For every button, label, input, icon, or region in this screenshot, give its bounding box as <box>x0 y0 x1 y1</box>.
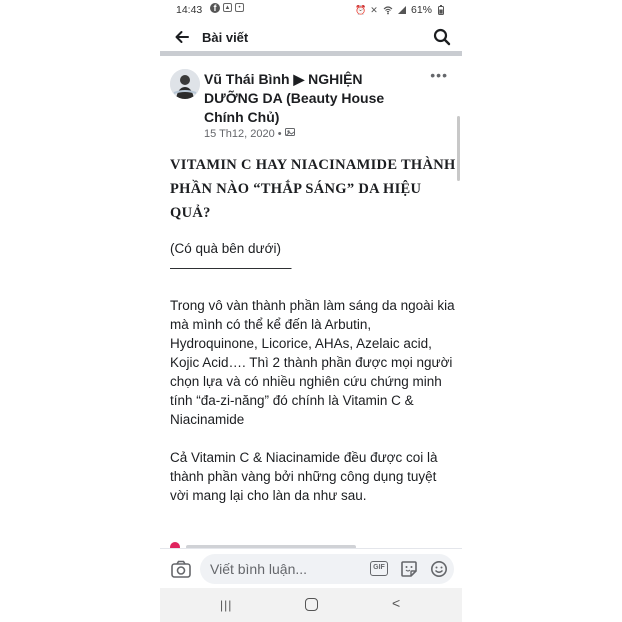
status-bar <box>160 0 462 22</box>
alarm-icon: ⏰ <box>354 5 367 15</box>
phone-screen <box>160 0 462 622</box>
post-paragraph: Trong vô vàn thành phần làm sáng da ngoài kia mà mình có thể kể đến là Arbutin, Hydroquinone, Licorice, AHAs, Azelaic acid, Kojic Acid…. Thì 2 thành phần được mọi người chọn lựa và có nhiều nghiên cứu chứng minh tính “đa-zi-năng” đó chính là Vitamin C & Niacinamide <box>170 298 455 427</box>
search-icon[interactable] <box>432 27 452 47</box>
camera-icon[interactable] <box>170 559 192 579</box>
image-icon: ▲ <box>224 5 231 11</box>
post-date[interactable]: 15 Th12, 2020 <box>204 127 275 140</box>
post-headline: VITAMIN C HAY NIACINAMIDE THÀNH PHẦN NÀO “THẮP SÁNG” DA HIỆU QUẢ? <box>170 157 456 221</box>
avatar[interactable] <box>170 69 200 99</box>
home-button[interactable] <box>305 598 318 611</box>
meta-separator: • <box>277 127 282 140</box>
battery-percent: 61% <box>410 4 432 16</box>
post-author[interactable]: Vũ Thái Bình ▶ NGHIỆN DƯỠNG DA (Beauty House Chính Chủ) <box>204 71 385 125</box>
notification-icon: • <box>235 3 244 12</box>
status-left-icons <box>210 3 244 13</box>
signal-icon <box>397 5 407 15</box>
sticker-icon[interactable] <box>400 560 418 578</box>
more-options-icon[interactable]: ••• <box>430 67 448 83</box>
page-title: Bài viết <box>202 30 249 45</box>
post-paragraph: (Có quà bên dưới) ————————— <box>170 241 292 275</box>
post-paragraph: Cả Vitamin C & Niacinamide đều được coi là thành phần vàng bởi những công dụng tuyệt vời mang lại cho làn da như sau. <box>170 450 438 503</box>
arrow-left-icon[interactable] <box>172 27 192 47</box>
app-header <box>160 22 462 56</box>
emoji-icon[interactable] <box>430 560 448 578</box>
wifi-icon <box>383 5 393 15</box>
system-nav-bar <box>160 588 462 622</box>
back-button[interactable]: < <box>392 595 401 611</box>
public-icon <box>285 127 295 140</box>
recents-button[interactable]: ||| <box>220 598 233 612</box>
post-meta <box>204 127 295 140</box>
post-body <box>170 153 456 524</box>
battery-icon <box>436 5 446 15</box>
status-right-icons <box>355 4 446 16</box>
facebook-icon: f <box>210 3 220 13</box>
status-time: 14:43 <box>176 4 203 16</box>
gif-icon[interactable]: GIF <box>370 561 388 576</box>
mute-icon: ✕ <box>370 5 378 15</box>
post <box>160 61 462 548</box>
comment-bar <box>160 548 462 588</box>
scrollbar[interactable] <box>457 116 460 181</box>
